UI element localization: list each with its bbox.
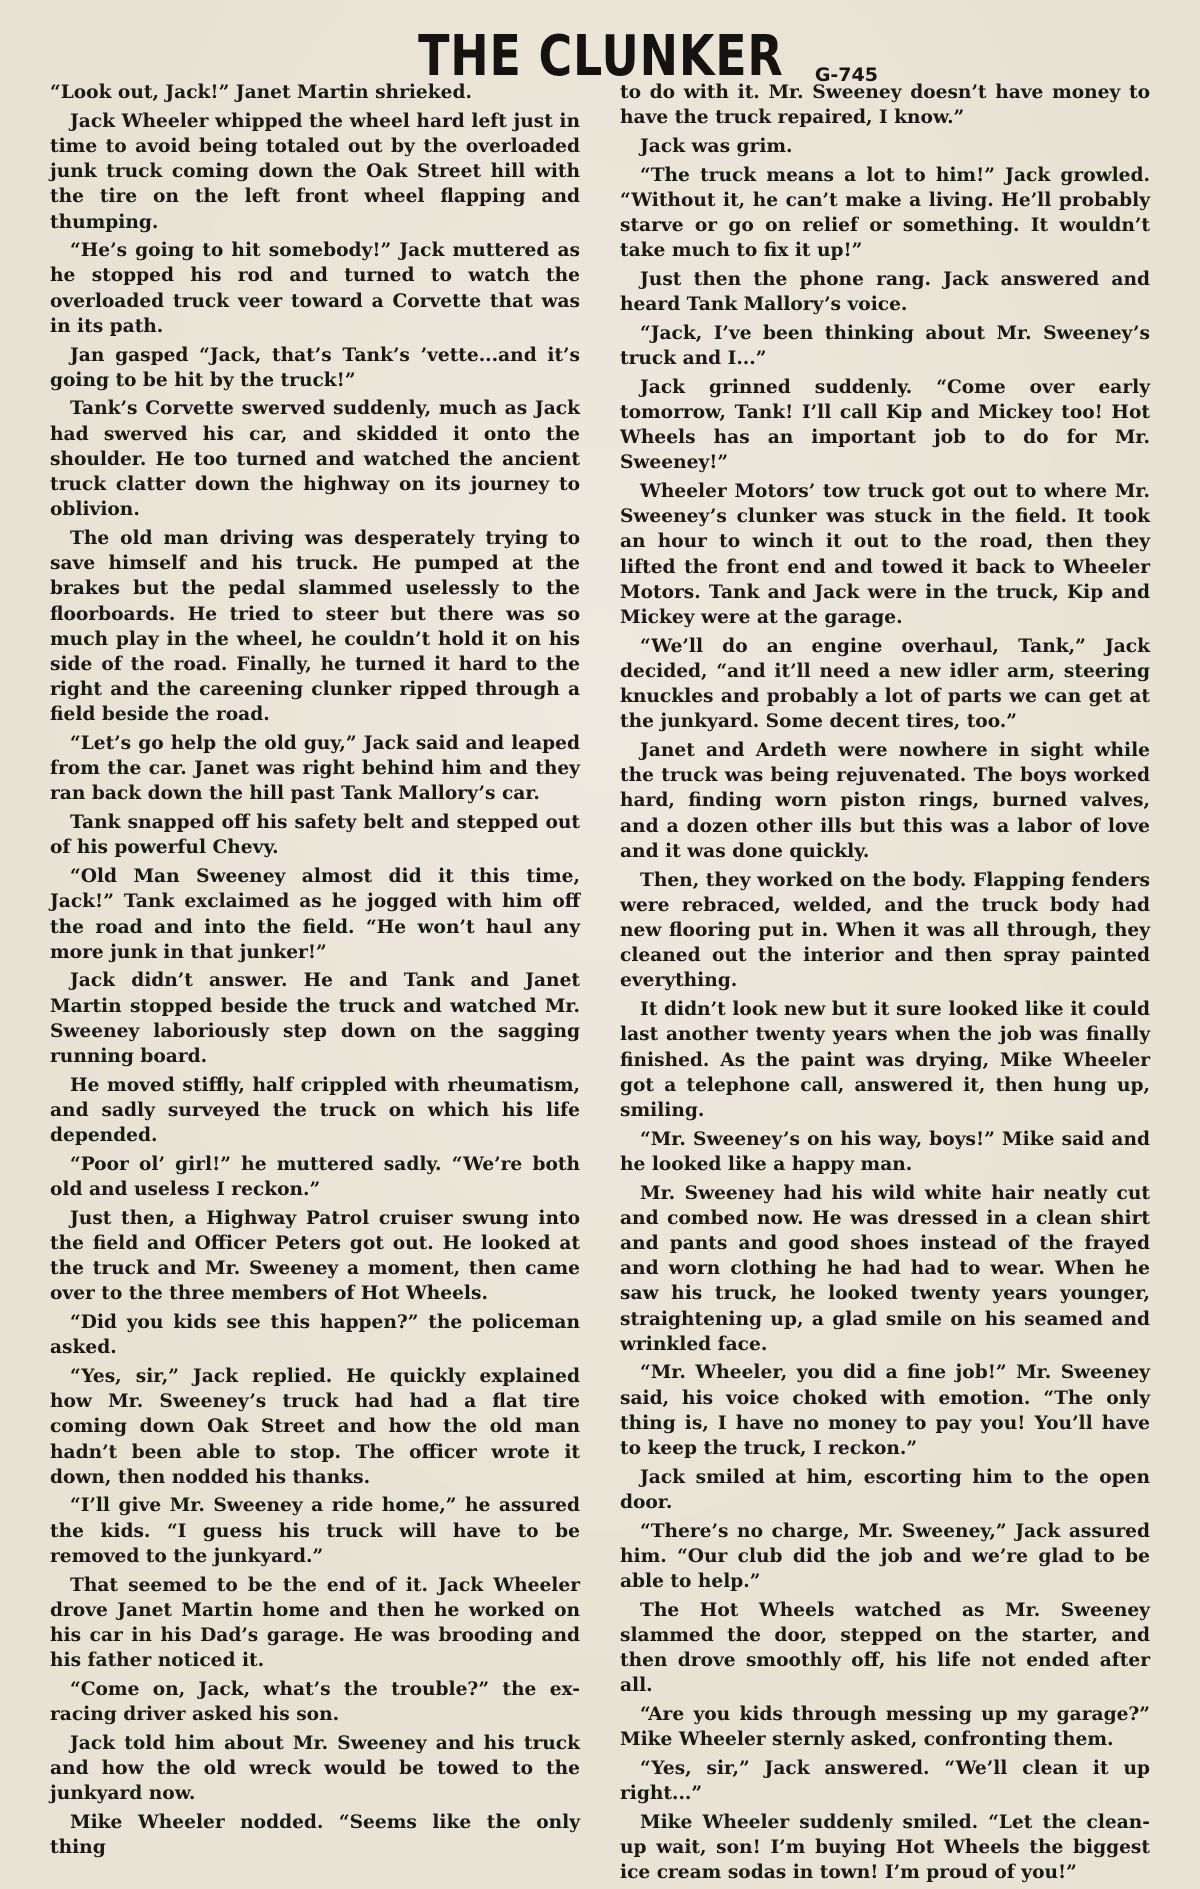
paragraph: “We’ll do an engine overhaul, Tank,” Jack decided, “and it’ll need a new idler arm, steering knuckles and probably a lot of parts we can get at the junkyard. Some decent tires, too.”	[620, 635, 1150, 733]
paragraph: It didn’t look new but it sure looked like it could last another twenty years when the job was finally finished. As the paint was drying, Mike Wheeler got a telephone call, answered it, then hung up, smiling.	[620, 999, 1150, 1121]
paragraph: Mike Wheeler nodded. “Seems like the only thing	[50, 1811, 580, 1859]
paragraph: “Come on, Jack, what’s the trouble?” the ex-racing driver asked his son.	[50, 1678, 580, 1726]
paragraph: Mike Wheeler suddenly smiled. “Let the clean-up wait, son! I’m buying Hot Wheels the biggest ice cream sodas in town! I’m proud of you!”	[620, 1811, 1150, 1884]
paragraph: That seemed to be the end of it. Jack Wheeler drove Janet Martin home and then he worked on his car in his Dad’s garage. He was brooding and his father noticed it.	[50, 1574, 580, 1672]
paragraph: He moved stiffly, half crippled with rheumatism, and sadly surveyed the truck on which his life depended.	[50, 1074, 580, 1147]
paragraph: Jack was grim.	[640, 135, 793, 157]
paragraph: Jack told him about Mr. Sweeney and his truck and how the old wreck would be towed to the junkyard now.	[50, 1732, 580, 1805]
paragraph: Just then the phone rang. Jack answered and heard Tank Mallory’s voice.	[620, 268, 1150, 316]
paragraph: “Mr. Sweeney’s on his way, boys!” Mike said and he looked like a happy man.	[620, 1128, 1150, 1175]
text-columns	[50, 80, 1166, 1889]
paragraph: “Look out, Jack!” Janet Martin shrieked.	[50, 82, 472, 103]
story-code: G-745	[814, 64, 878, 86]
paragraph: Tank snapped off his safety belt and stepped out of his powerful Chevy.	[50, 812, 580, 859]
paragraph: Jack grinned suddenly. “Come over early tomorrow, Tank! I’ll call Kip and Mickey too! Hot Wheels has an important job to do for Mr. Sweeney!”	[620, 376, 1150, 474]
title-row	[90, 26, 1166, 88]
paragraph: “Jack, I’ve been thinking about Mr. Sweeney’s truck and I...”	[620, 322, 1150, 370]
paragraph: “Old Man Sweeney almost did it this time, Jack!” Tank exclaimed as he jogged with him off the road and into the field. “He won’t haul any more junk in that junker!”	[50, 866, 580, 963]
paragraph: “Are you kids through messing up my garage?” Mike Wheeler sternly asked, confronting them.	[620, 1704, 1150, 1751]
paragraph: “Did you kids see this happen?” the policeman asked.	[50, 1312, 580, 1359]
paragraph: Jack Wheeler whipped the wheel hard left just in time to avoid being totaled out by the overloaded junk truck coming down the Oak Street hill with the tire on the left front wheel flapping and thumping.	[50, 110, 580, 233]
paragraph: “There’s no charge, Mr. Sweeney,” Jack assured him. “Our club did the job and we’re glad to be able to help.”	[620, 1520, 1150, 1593]
paragraph: Mr. Sweeney had his wild white hair neatly cut and combed now. He was dressed in a clean shirt and pants and good shoes instead of the frayed and worn clothing he had had to wear. When he saw his truck, he looked twenty years younger, straightening up, a glad smile on his seamed and wrinkled face.	[620, 1182, 1150, 1355]
right-column	[620, 80, 1150, 1889]
paragraph: Janet and Ardeth were nowhere in sight while the truck was being rejuvenated. The boys worked hard, finding worn piston rings, burned valves, and a dozen other ills but this was a labor of love and it was done quickly.	[620, 740, 1150, 862]
paragraph: “He’s going to hit somebody!” Jack muttered as he stopped his rod and turned to watch the overloaded truck veer toward a Corvette that was in its path.	[50, 240, 580, 337]
paragraph: “Mr. Wheeler, you did a fine job!” Mr. Sweeney said, his voice choked with emotion. “The only thing is, I have no money to pay you! You’ll have to keep the truck, I reckon.”	[620, 1362, 1150, 1460]
paragraph: “Poor ol’ girl!” he muttered sadly. “We’re both old and useless I reckon.”	[50, 1153, 580, 1201]
paragraph: Tank’s Corvette swerved suddenly, much as Jack had swerved his car, and skidded it onto the shoulder. He too turned and watched the ancient truck clatter down the highway on its journey to oblivion.	[50, 398, 580, 521]
paragraph: Jack smiled at him, escorting him to the open door.	[620, 1466, 1150, 1513]
paragraph: “Let’s go help the old guy,” Jack said and leaped from the car. Janet was right behind him and they ran back down the hill past Tank Mallory’s car.	[50, 733, 580, 805]
paragraph: “I’ll give Mr. Sweeney a ride home,” he assured the kids. “I guess his truck will have to be removed to the junkyard.”	[50, 1495, 580, 1567]
paragraph: Wheeler Motors’ tow truck got out to where Mr. Sweeney’s clunker was stuck in the field. It took an hour to winch it out to the road, then they lifted the front end and towed it back to Wheeler Motors. Tank and Jack were in the truck, Kip and Mickey were at the garage.	[620, 481, 1150, 629]
paragraph: Jan gasped “Jack, that’s Tank’s ’vette...and it’s going to be hit by the truck!”	[50, 344, 580, 391]
paragraph: “The truck means a lot to him!” Jack growled. “Without it, he can’t make a living. He’ll probably starve or go on relief or something. It wouldn’t take much to fix it up!”	[620, 164, 1150, 262]
left-column	[50, 80, 580, 1889]
paragraph: Then, they worked on the body. Flapping fenders were rebraced, welded, and the truck body had new flooring put in. When it was all through, they cleaned out the interior and then spray painted everything.	[620, 869, 1150, 992]
story-title: THE CLUNKER	[418, 24, 784, 89]
paragraph: Just then, a Highway Patrol cruiser swung into the field and Officer Peters got out. He looked at the truck and Mr. Sweeney a moment, then came over to the three members of Hot Wheels.	[50, 1207, 580, 1305]
paragraph: “Yes, sir,” Jack answered. “We’ll clean it up right...”	[620, 1758, 1150, 1805]
paragraph: “Yes, sir,” Jack replied. He quickly explained how Mr. Sweeney’s truck had had a flat tire coming down Oak Street and how the old man hadn’t been able to stop. The officer wrote it down, then nodded his thanks.	[50, 1365, 580, 1488]
paragraph: to do with it. Mr. Sweeney doesn’t have money to have the truck repaired, I know.”	[620, 82, 1150, 129]
paragraph: Jack didn’t answer. He and Tank and Janet Martin stopped beside the truck and watched Mr. Sweeney laboriously step down on the sagging running board.	[50, 970, 580, 1068]
paragraph: The old man driving was desperately trying to save himself and his truck. He pumped at the brakes but the pedal slammed uselessly to the floorboards. He tried to steer but there was so much play in the wheel, he couldn’t hold it on his side of the road. Finally, he turned it hard to the right and the careening clunker ripped through a field beside the road.	[50, 527, 580, 726]
paragraph: The Hot Wheels watched as Mr. Sweeney slammed the door, stepped on the starter, and then drove smoothly off, his life not ended after all.	[620, 1599, 1150, 1697]
